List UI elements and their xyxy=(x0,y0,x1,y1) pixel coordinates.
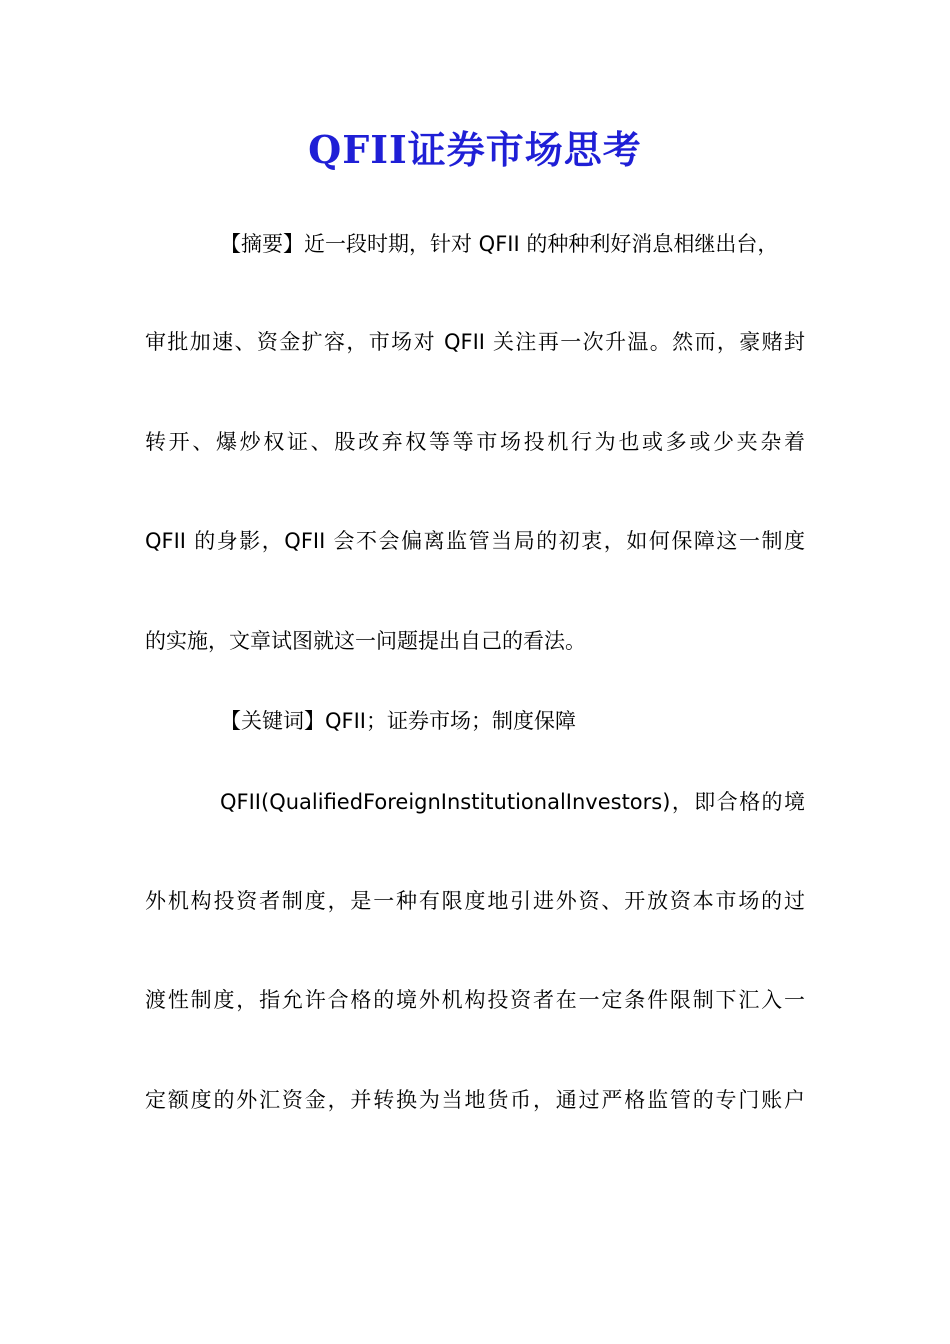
document-title: QFII证券市场思考 xyxy=(308,127,642,172)
abstract-line-3: 转开、爆炒权证、股改弃权等等市场投机行为也或多或少夹杂着 xyxy=(145,430,805,454)
body-line-1: QFII(QualifiedForeignInstitutionalInvestors)，即合格的境 xyxy=(220,790,805,814)
abstract-line-4: QFII 的身影，QFII 会不会偏离监管当局的初衷，如何保障这一制度 xyxy=(145,529,805,553)
abstract-line-1: 【摘要】近一段时期，针对 QFII 的种种利好消息相继出台， xyxy=(220,232,779,256)
body-line-4: 定额度的外汇资金，并转换为当地货币，通过严格监管的专门账户 xyxy=(145,1088,805,1112)
abstract-line-5: 的实施，文章试图就这一问题提出自己的看法。 xyxy=(145,629,586,653)
body-line-2: 外机构投资者制度，是一种有限度地引进外资、开放资本市场的过 xyxy=(145,889,805,913)
abstract-line-2: 审批加速、资金扩容，市场对 QFII 关注再一次升温。然而，豪赌封 xyxy=(145,330,805,354)
keywords-line: 【关键词】QFII；证券市场；制度保障 xyxy=(220,709,576,733)
body-line-3: 渡性制度，指允许合格的境外机构投资者在一定条件限制下汇入一 xyxy=(145,988,805,1012)
